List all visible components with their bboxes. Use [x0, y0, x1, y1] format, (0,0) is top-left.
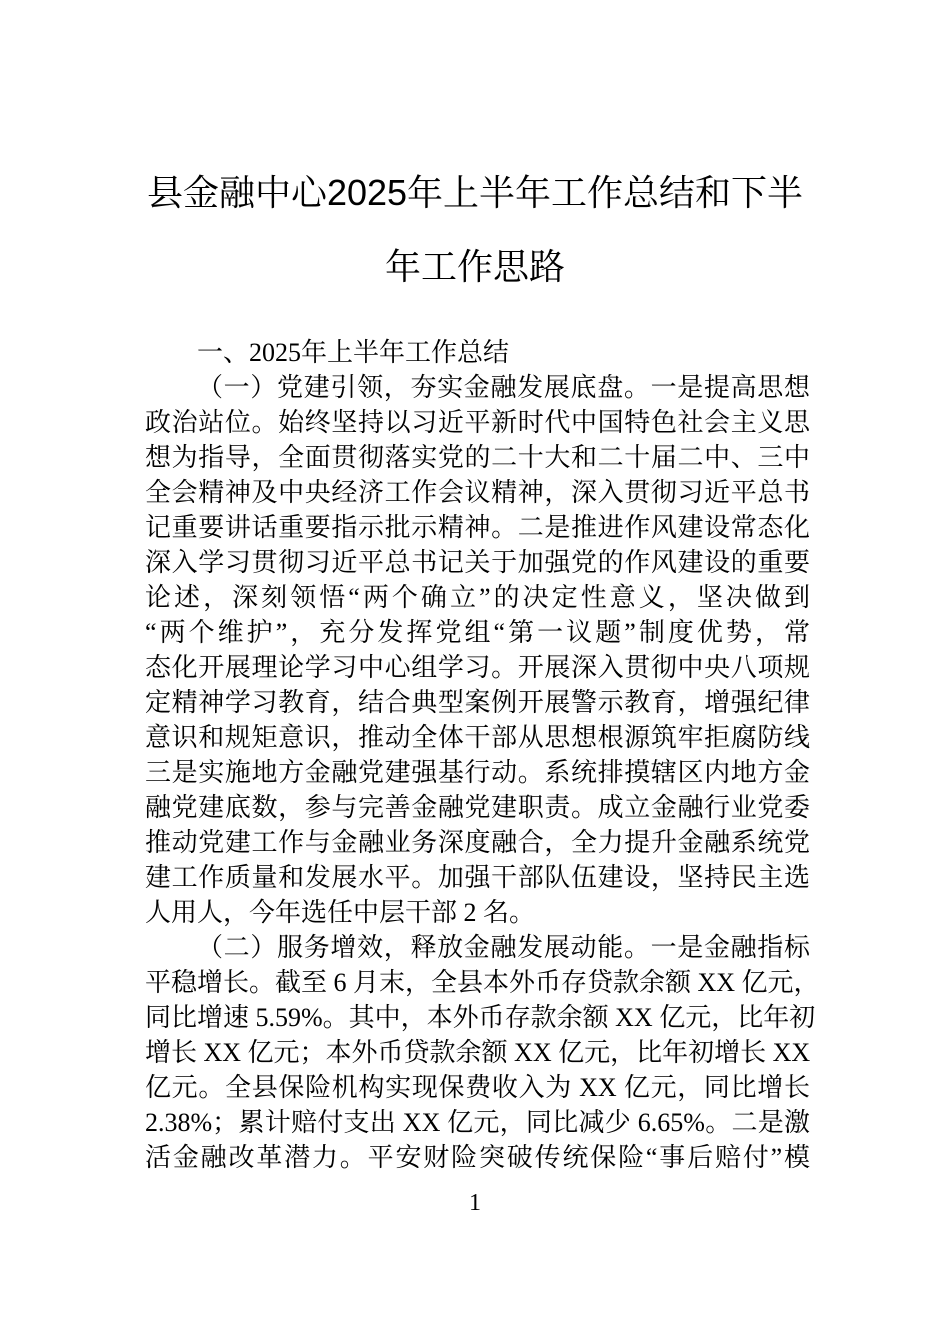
- paragraph-2-line: （二）服务增效，释放金融发展动能。一是金融指标: [197, 933, 810, 962]
- paragraph-1-line: 态化开展理论学习中心组学习。开展深入贯彻中央八项规: [145, 653, 810, 682]
- paragraph-2-line: 平稳增长。截至 6 月末，全县本外币存贷款余额 XX 亿元，: [145, 968, 820, 997]
- paragraph-1-line: “两个维护”，充分发挥党组“第一议题”制度优势，常: [145, 618, 810, 647]
- paragraph-2-line: 2.38%；累计赔付支出 XX 亿元，同比减少 6.65%。二是激: [145, 1108, 810, 1137]
- paragraph-1-line: 深入学习贯彻习近平总书记关于加强党的作风建设的重要: [145, 548, 810, 577]
- paragraph-1-line: （一）党建引领，夯实金融发展底盘。一是提高思想: [197, 373, 810, 402]
- paragraph-1-line: 定精神学习教育，结合典型案例开展警示教育，增强纪律: [145, 688, 810, 717]
- page-number: 1: [469, 1190, 481, 1216]
- paragraph-1-line: 论述，深刻领悟“两个确立”的决定性意义，坚决做到: [145, 583, 810, 612]
- paragraph-2-line: 增长 XX 亿元；本外币贷款余额 XX 亿元，比年初增长 XX: [145, 1038, 811, 1067]
- section-heading: 一、2025年上半年工作总结: [197, 338, 510, 367]
- document-title-line-2: 年工作思路: [384, 246, 565, 287]
- paragraph-1-line: 建工作质量和发展水平。加强干部队伍建设，坚持民主选: [145, 863, 810, 892]
- paragraph-1-line: 意识和规矩意识，推动全体干部从思想根源筑牢拒腐防线: [145, 723, 810, 752]
- paragraph-2-line: 亿元。全县保险机构实现保费收入为 XX 亿元，同比增长: [145, 1073, 810, 1102]
- document-title-line-1: 县金融中心2025年上半年工作总结和下半: [146, 172, 804, 213]
- paragraph-1-line: 人用人，今年选任中层干部 2 名。: [145, 898, 536, 927]
- paragraph-1-line: 记重要讲话重要指示批示精神。二是推进作风建设常态化: [145, 513, 810, 542]
- paragraph-1-line: 推动党建工作与金融业务深度融合，全力提升金融系统党: [145, 828, 810, 857]
- paragraph-1-line: 融党建底数，参与完善金融党建职责。成立金融行业党委: [145, 793, 810, 822]
- paragraph-2-line: 同比增速 5.59%。其中，本外币存款余额 XX 亿元，比年初: [145, 1003, 816, 1032]
- paragraph-2-line: 活金融改革潜力。平安财险突破传统保险“事后赔付”模: [145, 1143, 810, 1172]
- paragraph-1-line: 想为指导，全面贯彻落实党的二十大和二十届二中、三中: [145, 443, 810, 472]
- paragraph-1-line: 全会精神及中央经济工作会议精神，深入贯彻习近平总书: [145, 478, 810, 507]
- paragraph-1-line: 政治站位。始终坚持以习近平新时代中国特色社会主义思: [145, 408, 810, 437]
- paragraph-1-line: 三是实施地方金融党建强基行动。系统排摸辖区内地方金: [145, 758, 810, 787]
